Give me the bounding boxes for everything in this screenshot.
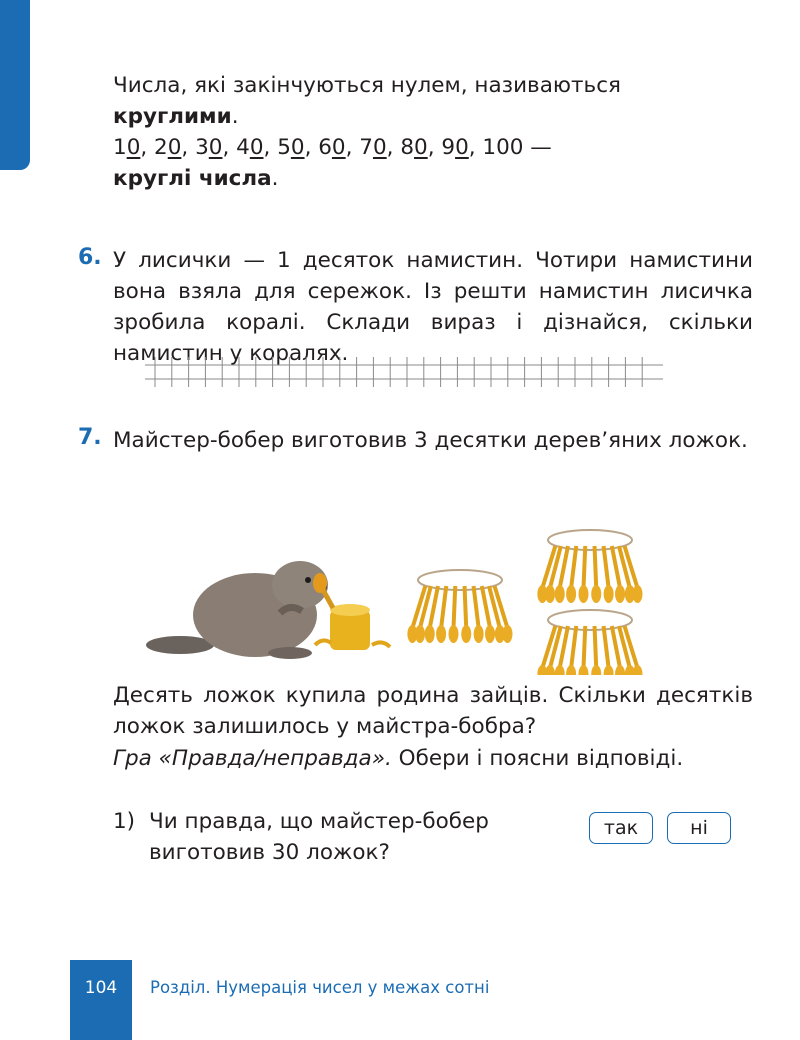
spoon-bundle-3 bbox=[537, 610, 642, 675]
game-title: Гра «Правда/неправда». bbox=[113, 746, 392, 771]
spoon-handle bbox=[583, 546, 585, 588]
game-text: Обери і поясни відповіді. bbox=[391, 746, 684, 771]
number-tens-digit: 5 bbox=[277, 135, 291, 160]
spoon-handle bbox=[441, 586, 446, 628]
spoon-bowl bbox=[474, 625, 484, 643]
number-tens-digit: 2 bbox=[154, 135, 168, 160]
task-7-paragraph: Десять ложок купила родина зайців. Скільки десятків ложок залишилось у майстра-бобра? bbox=[113, 683, 753, 739]
round-numbers-list bbox=[113, 132, 753, 163]
spoon-handle bbox=[604, 626, 609, 668]
spoon-handle bbox=[571, 546, 576, 588]
spoon-bowl bbox=[555, 585, 565, 603]
answer-no-button[interactable]: ні bbox=[667, 812, 731, 844]
page-number-box bbox=[70, 960, 132, 1040]
number-tens-digit: 4 bbox=[236, 135, 250, 160]
spoon-bowl bbox=[604, 665, 614, 675]
round-number bbox=[318, 135, 359, 160]
separator: , bbox=[386, 135, 401, 160]
definition-line bbox=[113, 70, 753, 101]
spoon-bowl bbox=[425, 625, 435, 643]
spoon-bowl bbox=[615, 585, 625, 603]
separator: , bbox=[304, 135, 319, 160]
task-6-text: У лисички — 1 десяток намистин. Чотири намистини вона взяла для сережок. Із решти намистин лисичка зробила коралі. Склади вираз і дізнайся, скільки намистин у коралях. bbox=[113, 248, 753, 366]
round-number bbox=[359, 135, 400, 160]
term-round-numbers: круглі числа bbox=[113, 166, 272, 191]
round-number bbox=[400, 135, 441, 160]
period: . bbox=[271, 166, 279, 191]
spoon-handle bbox=[595, 546, 597, 588]
spoon-bundle-1 bbox=[407, 570, 512, 643]
number-tens-digit: 7 bbox=[359, 135, 373, 160]
number-tens-digit: 3 bbox=[195, 135, 209, 160]
number-tens-digit: 9 bbox=[441, 135, 456, 160]
underlined-zero: 0 bbox=[208, 135, 223, 160]
spoon-bowl bbox=[415, 625, 425, 643]
spoon-handle bbox=[474, 586, 479, 628]
number-100: 100 — bbox=[482, 135, 552, 160]
number-list bbox=[113, 135, 482, 160]
question-number: 1) bbox=[113, 809, 136, 834]
beaver-image bbox=[146, 561, 328, 659]
spoon-bowl bbox=[578, 665, 588, 675]
separator: , bbox=[345, 135, 360, 160]
separator: , bbox=[222, 135, 237, 160]
spoon-handle bbox=[583, 626, 585, 668]
spoon-bowl bbox=[632, 585, 642, 603]
separator: , bbox=[181, 135, 196, 160]
spoon-handle bbox=[604, 546, 609, 588]
spoon-handle bbox=[571, 626, 576, 668]
round-number bbox=[277, 135, 318, 160]
underlined-zero: 0 bbox=[455, 135, 469, 160]
spoon-bowl bbox=[578, 585, 588, 603]
number-tens-digit: 8 bbox=[400, 135, 415, 160]
answer-yes-button[interactable]: так bbox=[589, 812, 653, 844]
spoon-handle bbox=[465, 586, 467, 628]
round-number bbox=[441, 135, 482, 160]
section-title: Розділ. Нумерація чисел у межах сотні bbox=[150, 978, 490, 997]
spoon-bowl bbox=[485, 625, 495, 643]
spoon-bowl bbox=[566, 585, 576, 603]
spoon-bowl bbox=[566, 665, 576, 675]
spoon-bowl bbox=[436, 625, 446, 643]
spoon-bowl bbox=[461, 625, 471, 643]
beaver-spoons-illustration bbox=[140, 495, 740, 675]
question-1 bbox=[113, 806, 553, 868]
round-number bbox=[113, 135, 154, 160]
underlined-zero: 0 bbox=[372, 135, 387, 160]
underlined-zero: 0 bbox=[126, 135, 141, 160]
number-tens-digit: 1 bbox=[113, 135, 127, 160]
question-line-1: Чи правда, що майстер-бобер bbox=[149, 809, 489, 834]
task-7-text: Майстер-бобер виготовив 3 десятки дерев’яних ложок. bbox=[113, 428, 748, 453]
spoon-bowl bbox=[632, 665, 642, 675]
game-instruction bbox=[113, 743, 753, 774]
question-line-2: виготовив 30 ложок? bbox=[149, 840, 390, 865]
page-number: 104 bbox=[84, 978, 118, 998]
definition-term-line-2 bbox=[113, 163, 753, 194]
spoon-handle bbox=[595, 626, 597, 668]
spoon-bowl bbox=[615, 665, 625, 675]
spoon-bowl bbox=[545, 585, 555, 603]
separator: , bbox=[468, 135, 483, 160]
underlined-zero: 0 bbox=[167, 135, 182, 160]
separator: , bbox=[263, 135, 278, 160]
spoon-bowl bbox=[555, 665, 565, 675]
spoon-bowl bbox=[448, 625, 458, 643]
period: . bbox=[231, 104, 239, 129]
separator: , bbox=[140, 135, 155, 160]
number-tens-digit: 6 bbox=[318, 135, 332, 160]
round-number bbox=[154, 135, 195, 160]
wood-stump-image bbox=[313, 573, 390, 650]
round-number bbox=[236, 135, 277, 160]
task-7-number: 7. bbox=[78, 425, 102, 450]
underlined-zero: 0 bbox=[290, 135, 305, 160]
separator: , bbox=[427, 135, 442, 160]
round-number bbox=[195, 135, 236, 160]
underlined-zero: 0 bbox=[414, 135, 428, 160]
task-6-number: 6. bbox=[78, 245, 102, 270]
side-tab-marker bbox=[0, 0, 30, 170]
underlined-zero: 0 bbox=[249, 135, 264, 160]
round-numbers-definition bbox=[113, 70, 753, 194]
spoon-bowl bbox=[545, 665, 555, 675]
spoon-bowl bbox=[591, 585, 601, 603]
spoon-bundle-2 bbox=[537, 530, 642, 603]
underlined-zero: 0 bbox=[331, 135, 346, 160]
spoon-handle bbox=[453, 586, 455, 628]
spoon-bowl bbox=[591, 665, 601, 675]
spoon-bowl bbox=[502, 625, 512, 643]
definition-text: Числа, які закінчуються нулем, називаються bbox=[113, 73, 621, 98]
definition-term-line bbox=[113, 101, 753, 132]
spoon-bowl bbox=[604, 585, 614, 603]
term-round: круглими bbox=[113, 104, 232, 129]
answer-grid-strip[interactable] bbox=[145, 357, 663, 387]
